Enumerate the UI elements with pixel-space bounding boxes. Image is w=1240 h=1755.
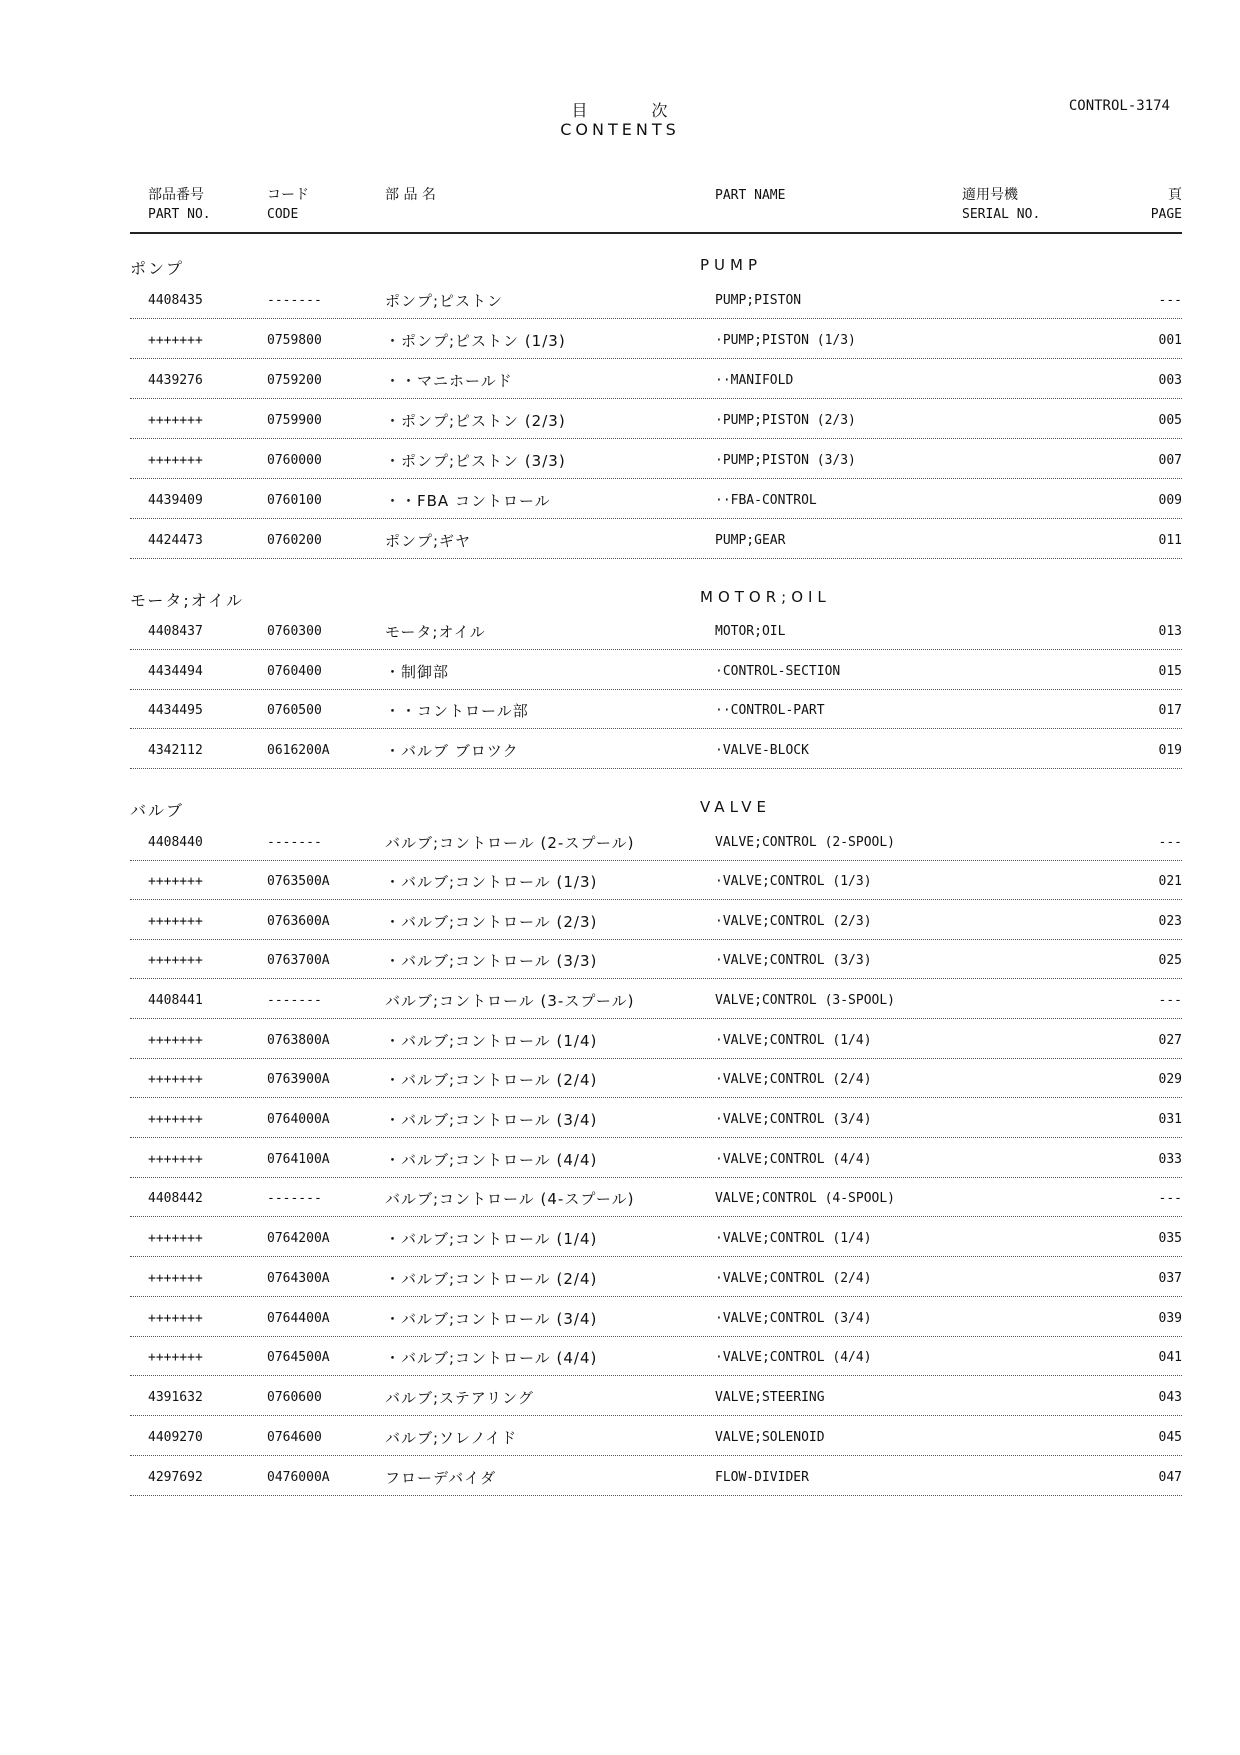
part-no: +++++++	[148, 1112, 203, 1127]
header-part-name: PART NAME	[715, 188, 786, 203]
page-number: 039	[1158, 1311, 1182, 1326]
page-number: 033	[1158, 1152, 1182, 1167]
table-row	[130, 940, 1182, 979]
table-row	[130, 320, 1182, 359]
code: 0759900	[267, 413, 322, 428]
part-no: 4434494	[148, 664, 203, 679]
part-name-jp: ・バルブ;コントロール (3/3)	[385, 952, 598, 970]
part-name-en: ·VALVE;CONTROL (3/4)	[715, 1112, 872, 1127]
part-name-en: ·CONTROL-SECTION	[715, 664, 841, 679]
part-name-en: VALVE;SOLENOID	[715, 1430, 825, 1445]
code: 0763600A	[267, 914, 330, 929]
table-row	[130, 480, 1182, 519]
code: 0760000	[267, 453, 322, 468]
table-row	[130, 280, 1182, 319]
part-name-jp: ・バルブ;コントロール (2/4)	[385, 1071, 598, 1089]
part-no: +++++++	[148, 1033, 203, 1048]
page-number: 015	[1158, 664, 1182, 679]
part-name-jp: ・・FBA コントロール	[385, 492, 551, 510]
part-name-en: ·VALVE;CONTROL (2/4)	[715, 1072, 872, 1087]
header-code: コード CODE	[267, 187, 309, 222]
code: 0760200	[267, 533, 322, 548]
part-name-jp: ・バルブ;コントロール (2/3)	[385, 913, 598, 931]
part-name-en: ·VALVE;CONTROL (1/3)	[715, 874, 872, 889]
page-number: 037	[1158, 1271, 1182, 1286]
table-row	[130, 360, 1182, 399]
code: -------	[267, 1191, 322, 1206]
table-row	[130, 520, 1182, 559]
part-no: +++++++	[148, 413, 203, 428]
page-number: 001	[1158, 333, 1182, 348]
code: -------	[267, 993, 322, 1008]
part-no: +++++++	[148, 1350, 203, 1365]
table-row	[130, 690, 1182, 729]
table-row	[130, 1178, 1182, 1217]
table-row	[130, 901, 1182, 940]
part-no: 4439276	[148, 373, 203, 388]
part-name-jp: ・バルブ;コントロール (4/4)	[385, 1151, 598, 1169]
page-number: 021	[1158, 874, 1182, 889]
part-no: 4408437	[148, 624, 203, 639]
part-name-en: ·VALVE;CONTROL (1/4)	[715, 1231, 872, 1246]
table-row	[130, 440, 1182, 479]
page-title-en: CONTENTS	[560, 120, 680, 139]
document-id: CONTROL-3174	[1068, 98, 1170, 114]
code: 0760400	[267, 664, 322, 679]
part-name-jp: ・バルブ;コントロール (3/4)	[385, 1111, 598, 1129]
part-name-jp: ・・マニホールド	[385, 372, 513, 390]
page-number: ---	[1158, 993, 1182, 1008]
section-title	[130, 256, 1182, 280]
part-no: 4434495	[148, 703, 203, 718]
page-number: ---	[1158, 293, 1182, 308]
page-number: 003	[1158, 373, 1182, 388]
page-number: 005	[1158, 413, 1182, 428]
part-name-en: VALVE;CONTROL (4-SPOOL)	[715, 1191, 896, 1206]
page-number: 031	[1158, 1112, 1182, 1127]
part-name-jp: ・・コントロール部	[385, 702, 529, 720]
part-no: +++++++	[148, 1072, 203, 1087]
part-no: +++++++	[148, 333, 203, 348]
part-no: 4408442	[148, 1191, 203, 1206]
part-name-jp: モータ;オイル	[385, 623, 486, 641]
page-number: 035	[1158, 1231, 1182, 1246]
code: 0760500	[267, 703, 322, 718]
title-jp-char-2: 次	[651, 101, 669, 120]
table-header	[130, 186, 1182, 234]
part-no: 4408440	[148, 835, 203, 850]
part-no: 4391632	[148, 1390, 203, 1405]
page-number: 013	[1158, 624, 1182, 639]
code: 0764200A	[267, 1231, 330, 1246]
part-name-jp: フローデバイダ	[385, 1469, 497, 1487]
header-name-jp: 部 品 名	[385, 187, 436, 203]
page-number: 027	[1158, 1033, 1182, 1048]
section-title	[130, 798, 1182, 822]
table-row	[130, 651, 1182, 690]
code: -------	[267, 293, 322, 308]
page-number: 007	[1158, 453, 1182, 468]
part-no: +++++++	[148, 1271, 203, 1286]
table-row	[130, 1258, 1182, 1297]
code: 0759200	[267, 373, 322, 388]
page-number: 023	[1158, 914, 1182, 929]
part-no: +++++++	[148, 1311, 203, 1326]
table-row	[130, 1020, 1182, 1059]
part-name-jp: バルブ;ソレノイド	[385, 1429, 518, 1447]
section-title-en: PUMP	[700, 256, 763, 274]
page-number: 009	[1158, 493, 1182, 508]
part-no: 4297692	[148, 1470, 203, 1485]
part-no: 4408435	[148, 293, 203, 308]
part-name-en: ·VALVE;CONTROL (4/4)	[715, 1350, 872, 1365]
table-row	[130, 400, 1182, 439]
page-number: 047	[1158, 1470, 1182, 1485]
table-row	[130, 1059, 1182, 1098]
code: 0760100	[267, 493, 322, 508]
part-name-jp: ・ポンプ;ピストン (1/3)	[385, 332, 566, 350]
table-row	[130, 861, 1182, 900]
header-part-no: 部品番号 PART NO.	[148, 187, 211, 222]
part-name-en: ·PUMP;PISTON (2/3)	[715, 413, 856, 428]
code: 0763500A	[267, 874, 330, 889]
part-name-en: ·PUMP;PISTON (1/3)	[715, 333, 856, 348]
page-number: 025	[1158, 953, 1182, 968]
part-name-jp: ・制御部	[385, 663, 450, 681]
part-no: 4408441	[148, 993, 203, 1008]
part-name-jp: ・バルブ;コントロール (1/4)	[385, 1230, 598, 1248]
section-title-en: VALVE	[700, 798, 772, 816]
part-name-jp: ポンプ;ギヤ	[385, 532, 472, 550]
part-name-en: ·VALVE;CONTROL (1/4)	[715, 1033, 872, 1048]
part-name-en: MOTOR;OIL	[715, 624, 786, 639]
page-number: ---	[1158, 1191, 1182, 1206]
table-row	[130, 1099, 1182, 1138]
part-no: +++++++	[148, 453, 203, 468]
part-name-jp: ・ポンプ;ピストン (3/3)	[385, 452, 566, 470]
part-name-jp: バルブ;コントロール (4-スプール)	[385, 1190, 635, 1208]
part-name-jp: ・バルブ;コントロール (3/4)	[385, 1310, 598, 1328]
part-no: 4342112	[148, 743, 203, 758]
code: 0760300	[267, 624, 322, 639]
code: 0759800	[267, 333, 322, 348]
page-number: ---	[1158, 835, 1182, 850]
table-row	[130, 1377, 1182, 1416]
part-no: 4424473	[148, 533, 203, 548]
code: 0616200A	[267, 743, 330, 758]
part-name-en: ·VALVE-BLOCK	[715, 743, 809, 758]
part-name-jp: ・バルブ;コントロール (1/3)	[385, 873, 598, 891]
code: 0764400A	[267, 1311, 330, 1326]
table-row	[130, 611, 1182, 650]
part-name-jp: ・バルブ;コントロール (2/4)	[385, 1270, 598, 1288]
part-name-en: ·VALVE;CONTROL (2/3)	[715, 914, 872, 929]
part-name-en: VALVE;CONTROL (3-SPOOL)	[715, 993, 896, 1008]
header-page: 頁 PAGE	[1150, 187, 1182, 222]
part-no: +++++++	[148, 1152, 203, 1167]
title-jp-char-1: 目	[571, 101, 589, 120]
table-row	[130, 730, 1182, 769]
part-no: 4409270	[148, 1430, 203, 1445]
code: 0763800A	[267, 1033, 330, 1048]
part-name-en: ·VALVE;CONTROL (3/3)	[715, 953, 872, 968]
part-name-en: ··CONTROL-PART	[715, 703, 825, 718]
page-number: 043	[1158, 1390, 1182, 1405]
page-number: 045	[1158, 1430, 1182, 1445]
part-name-en: VALVE;CONTROL (2-SPOOL)	[715, 835, 896, 850]
table-row	[130, 1417, 1182, 1456]
part-name-jp: バルブ;コントロール (2-スプール)	[385, 834, 635, 852]
section-title-jp: ポンプ	[130, 259, 185, 278]
part-no: +++++++	[148, 874, 203, 889]
part-name-jp: ・ポンプ;ピストン (2/3)	[385, 412, 566, 430]
part-name-en: VALVE;STEERING	[715, 1390, 825, 1405]
code: 0763700A	[267, 953, 330, 968]
page-number: 041	[1158, 1350, 1182, 1365]
part-name-jp: ・バルブ ブロツク	[385, 742, 519, 760]
part-name-jp: ・バルブ;コントロール (1/4)	[385, 1032, 598, 1050]
code: 0764600	[267, 1430, 322, 1445]
section-title	[130, 588, 1182, 612]
part-name-en: PUMP;PISTON	[715, 293, 802, 308]
table-row	[130, 1298, 1182, 1337]
part-name-en: ··MANIFOLD	[715, 373, 794, 388]
page-number: 019	[1158, 743, 1182, 758]
page-number: 011	[1158, 533, 1182, 548]
part-name-en: FLOW-DIVIDER	[715, 1470, 809, 1485]
page-number: 017	[1158, 703, 1182, 718]
part-name-en: ·VALVE;CONTROL (2/4)	[715, 1271, 872, 1286]
part-name-jp: ポンプ;ピストン	[385, 292, 504, 310]
code: 0764500A	[267, 1350, 330, 1365]
part-no: 4439409	[148, 493, 203, 508]
part-no: +++++++	[148, 1231, 203, 1246]
table-row	[130, 1218, 1182, 1257]
part-name-jp: ・バルブ;コントロール (4/4)	[385, 1349, 598, 1367]
part-name-jp: バルブ;コントロール (3-スプール)	[385, 992, 635, 1010]
table-row	[130, 1457, 1182, 1496]
code: 0763900A	[267, 1072, 330, 1087]
code: 0764000A	[267, 1112, 330, 1127]
code: 0764100A	[267, 1152, 330, 1167]
table-row	[130, 1139, 1182, 1178]
code: 0764300A	[267, 1271, 330, 1286]
code: 0760600	[267, 1390, 322, 1405]
section-title-jp: バルブ	[130, 801, 185, 820]
page-number: 029	[1158, 1072, 1182, 1087]
header-serial-no: 適用号機 SERIAL NO.	[962, 187, 1041, 222]
part-name-en: ·VALVE;CONTROL (4/4)	[715, 1152, 872, 1167]
part-name-jp: バルブ;ステアリング	[385, 1389, 534, 1407]
part-name-en: PUMP;GEAR	[715, 533, 786, 548]
table-row	[130, 1337, 1182, 1376]
part-name-en: ·VALVE;CONTROL (3/4)	[715, 1311, 872, 1326]
part-no: +++++++	[148, 953, 203, 968]
part-name-en: ··FBA-CONTROL	[715, 493, 817, 508]
part-name-en: ·PUMP;PISTON (3/3)	[715, 453, 856, 468]
code: -------	[267, 835, 322, 850]
part-no: +++++++	[148, 914, 203, 929]
section-title-jp: モータ;オイル	[130, 591, 244, 610]
table-row	[130, 980, 1182, 1019]
table-row	[130, 822, 1182, 861]
section-title-en: MOTOR;OIL	[700, 588, 831, 606]
code: 0476000A	[267, 1470, 330, 1485]
